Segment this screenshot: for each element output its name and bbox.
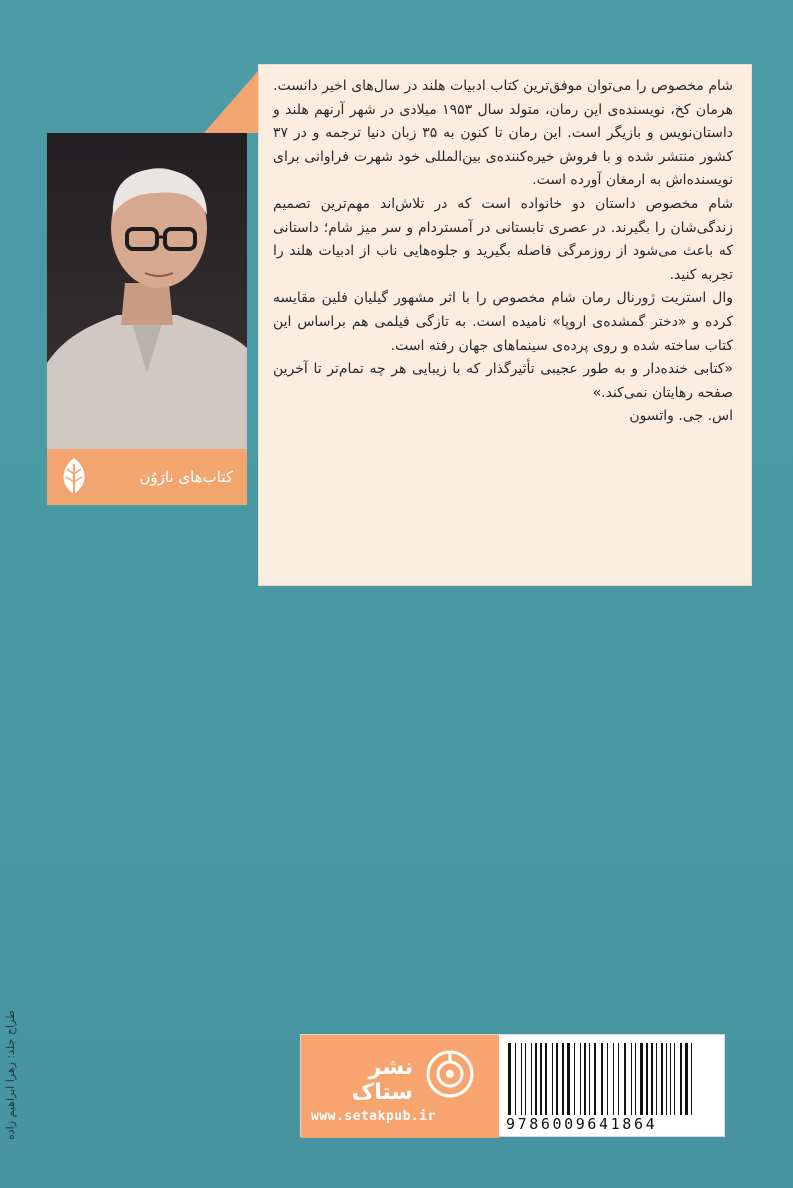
blurb-quote: «کتابی خنده‌دار و به طور عجیبی تأثیرگذار که با زیبایی هر چه تمام‌تر تا آخرین صفحه رهایتان نمی‌کند.» xyxy=(273,361,733,401)
barcode-bar xyxy=(545,1043,547,1115)
blurb-paragraph-2: شام مخصوص داستان دو خانواده است که در تلاش‌اند مهم‌ترین تصمیم زندگی‌شان را بگیرند. در عصری تابستانی در آمستردام و سر میز شام؛ داستانی که باعث می‌شود از روزمرگی فاصله بگیرید و جلوه‌هایی ناب از ادبیات هلند را تجربه کنید. xyxy=(273,195,733,283)
author-photo xyxy=(47,133,247,449)
barcode-bar xyxy=(666,1043,667,1115)
barcode-bar xyxy=(635,1043,636,1115)
barcode-bar xyxy=(640,1043,643,1115)
barcode xyxy=(506,1043,718,1115)
barcode-bar xyxy=(567,1043,570,1115)
blurb-paragraph-1: شام مخصوص را می‌توان موفق‌ترین کتاب ادبیات هلند در سال‌های اخیر دانست. هرمان کخ، نویسنده‌ی این رمان، متولد سال ۱۹۵۳ میلادی در شهر آرنهم هلند و داستان‌نویس و بازیگر است. این رمان تا کنون به ۳۵ زبان دنیا ترجمه و در ۳۷ کشور منتشر شده و با فروش خیره‌کننده‌ی بین‌المللی خود شهرت فراوانی برای نویسنده‌اش به ارمغان آورده است. xyxy=(273,78,733,189)
barcode-bar xyxy=(535,1043,537,1115)
barcode-bar xyxy=(556,1043,558,1115)
barcode-bar xyxy=(624,1043,626,1115)
barcode-bar xyxy=(562,1043,564,1115)
publisher-logo-area xyxy=(301,1035,499,1138)
blurb-box xyxy=(258,64,752,586)
barcode-bar xyxy=(580,1043,581,1115)
barcode-bar xyxy=(531,1043,532,1115)
barcode-bar xyxy=(674,1043,675,1115)
series-label: کتاب‌های نارَوُن xyxy=(139,468,233,486)
barcode-bar xyxy=(656,1043,657,1115)
barcode-bar xyxy=(525,1043,526,1115)
barcode-bar xyxy=(607,1043,608,1115)
barcode-bar xyxy=(613,1043,614,1115)
barcode-bar xyxy=(515,1043,516,1115)
designer-credit: طراح جلد: زهرا ابراهیم زاده xyxy=(4,1010,17,1140)
orange-corner-connector xyxy=(204,64,264,133)
barcode-bar xyxy=(540,1043,542,1115)
barcode-bar xyxy=(508,1043,511,1115)
barcode-bar xyxy=(685,1043,688,1115)
barcode-bar xyxy=(584,1043,586,1115)
barcode-bar xyxy=(691,1043,692,1115)
series-bar xyxy=(47,449,247,505)
barcode-bar xyxy=(618,1043,619,1115)
barcode-bar xyxy=(552,1043,553,1115)
publisher-barcode-block xyxy=(300,1034,725,1137)
publisher-name: نشر ستاک xyxy=(351,1055,413,1105)
barcode-bar xyxy=(661,1043,663,1115)
barcode-bar xyxy=(574,1043,575,1115)
barcode-bar xyxy=(589,1043,590,1115)
barcode-bar xyxy=(594,1043,596,1115)
blurb-attribution: اس. جی. واتسون xyxy=(629,408,733,425)
publisher-logo-icon xyxy=(425,1049,475,1099)
publisher-url: www.setakpub.ir xyxy=(311,1109,436,1124)
barcode-digits: 9786009641864 xyxy=(506,1115,658,1133)
barcode-bar xyxy=(646,1043,648,1115)
barcode-bar xyxy=(631,1043,632,1115)
barcode-bar xyxy=(601,1043,603,1115)
barcode-bar xyxy=(680,1043,682,1115)
barcode-bar xyxy=(670,1043,671,1115)
barcode-bar xyxy=(651,1043,653,1115)
leaf-icon xyxy=(57,456,91,498)
barcode-bar xyxy=(521,1043,522,1115)
blurb-paragraph-3: وال استریت ژورنال رمان شام مخصوص را با اثر مشهور گیلیان فلین مقایسه کرده و «دختر گمشده‌ی اروپا» نامیده است. به تازگی فیلمی هم براساس این کتاب ساخته شده و روی پرده‌ی سینماهای جهان رفته است. xyxy=(273,290,733,354)
